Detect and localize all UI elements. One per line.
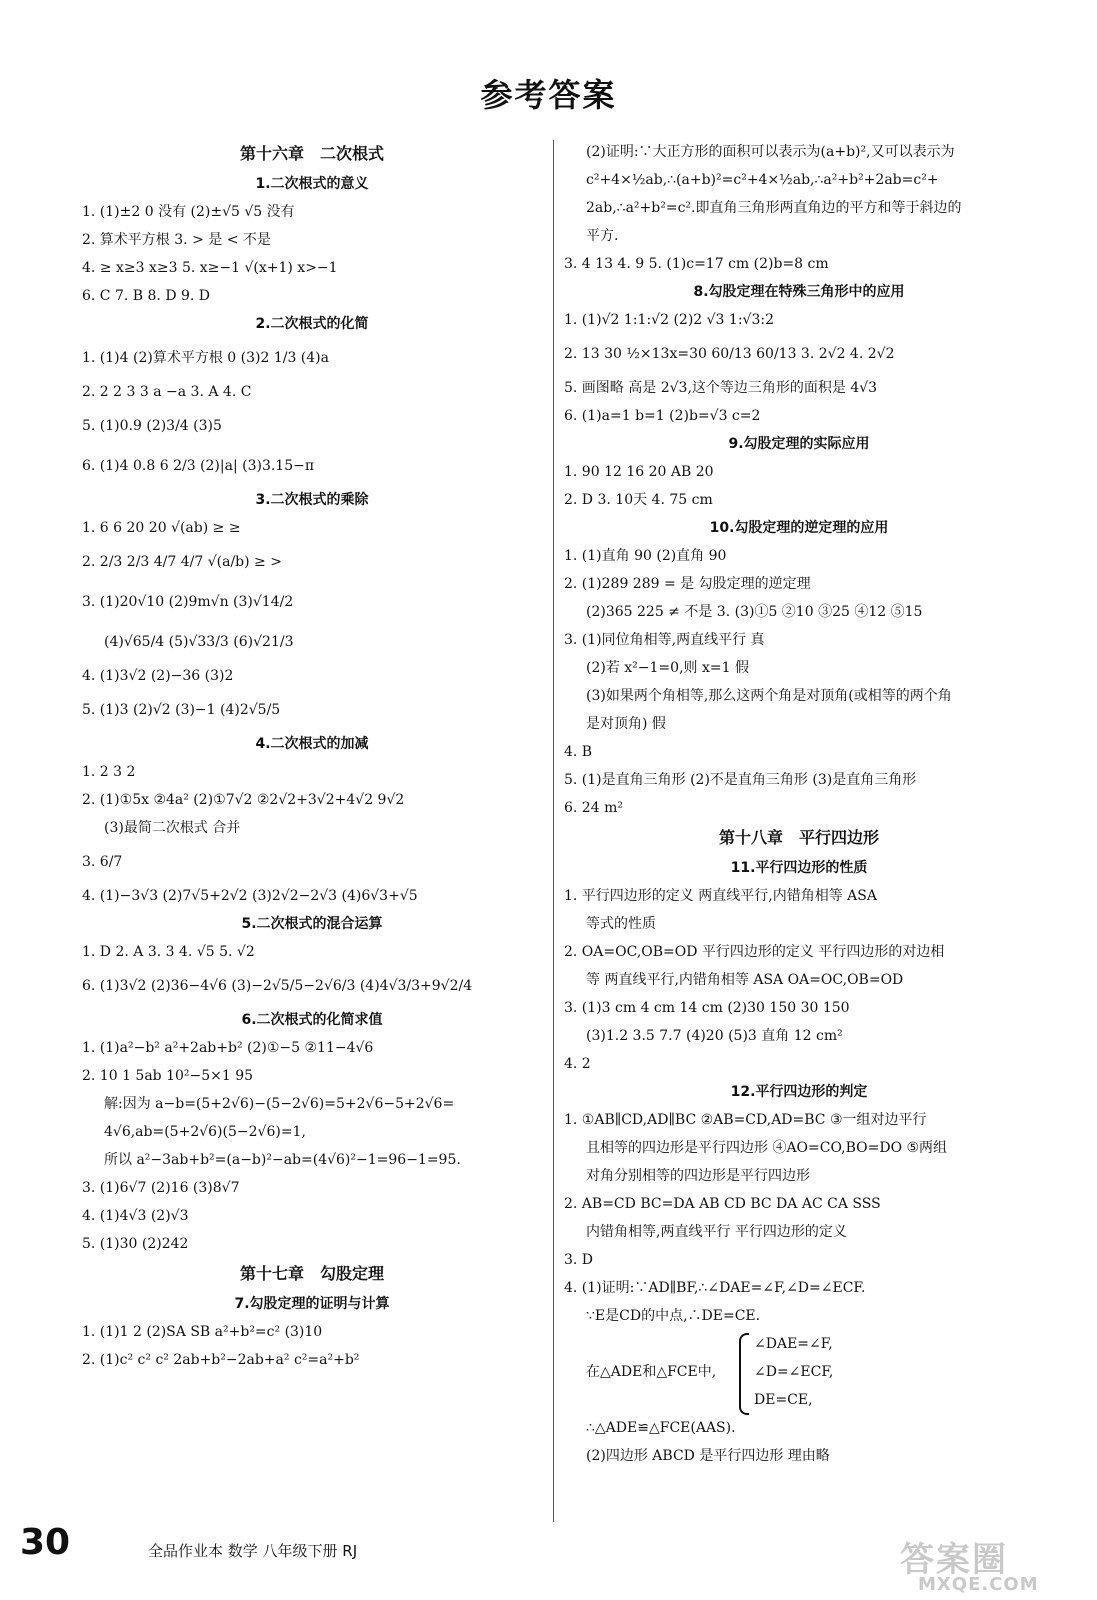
answer-line: 6. 24 m² xyxy=(564,800,623,816)
answer-line: 4. (1)4√3 (2)√3 xyxy=(82,1208,189,1224)
answer-line: 4. ≥ x≥3 x≥3 5. x≥−1 √(x+1) x>−1 xyxy=(82,260,338,276)
chapter-heading: 第十八章 平行四边形 xyxy=(718,828,879,847)
right-answer-column xyxy=(564,138,1034,1470)
answer-line: 5. (1)0.9 (2)3/4 (3)5 xyxy=(82,418,222,434)
answer-line: 6. C 7. B 8. D 9. D xyxy=(82,288,211,304)
answer-line: (2)四边形 ABCD 是平行四边形 理由略 xyxy=(586,1448,830,1464)
answer-line: 2. (1)289 289 = 是 勾股定理的逆定理 xyxy=(564,576,811,592)
answer-line: (2)证明:∵大正方形的面积可以表示为(a+b)²,又可以表示为 xyxy=(586,144,955,160)
answer-line: 对角分别相等的四边形是平行四边形 xyxy=(586,1168,810,1184)
answer-line: 1. (1)直角 90 (2)直角 90 xyxy=(564,548,727,564)
column-divider xyxy=(553,140,554,1522)
system-row: ∠DAE=∠F, xyxy=(754,1336,833,1352)
answer-line: (3)1.2 3.5 7.7 (4)20 (5)3 直角 12 cm² xyxy=(586,1028,843,1044)
answer-line: 4. (1)3√2 (2)−36 (3)2 xyxy=(82,668,234,684)
chapter-heading: 第十七章 勾股定理 xyxy=(239,1264,384,1283)
answer-line: 4. (1)−3√3 (2)7√5+2√2 (3)2√2−2√3 (4)6√3+√5 xyxy=(82,888,418,904)
answer-line: 2. 2 2 3 3 a −a 3. A 4. C xyxy=(82,384,252,400)
answer-line: 5. (1)是直角三角形 (2)不是直角三角形 (3)是直角三角形 xyxy=(564,772,917,788)
answer-line: (2)若 x²−1=0,则 x=1 假 xyxy=(586,660,749,676)
answer-line: 2ab,∴a²+b²=c².即直角三角形两直角边的平方和等于斜边的 xyxy=(586,200,962,216)
answer-line: 5. (1)3 (2)√2 (3)−1 (4)2√5/5 xyxy=(82,702,281,718)
answer-line: 是对顶角) 假 xyxy=(586,716,666,732)
chapter-heading: 第十六章 二次根式 xyxy=(239,144,384,163)
answer-line: 2. (1)c² c² c² 2ab+b²−2ab+a² c²=a²+b² xyxy=(82,1352,360,1368)
answer-line: 1. 2 3 2 xyxy=(82,764,136,780)
section-heading: 11.平行四边形的性质 xyxy=(730,860,868,876)
congruence-system xyxy=(564,1330,1034,1414)
answer-line: 等式的性质 xyxy=(586,916,656,932)
answer-line: (3)如果两个角相等,那么这两个角是对顶角(或相等的两个角 xyxy=(586,688,952,704)
answer-line: 3. D xyxy=(564,1252,594,1268)
answer-line: 3. (1)3 cm 4 cm 14 cm (2)30 150 30 150 xyxy=(564,1000,850,1016)
answer-line: 5. (1)30 (2)242 xyxy=(82,1236,189,1252)
system-row: ∠D=∠ECF, xyxy=(754,1364,834,1380)
page-number: 30 xyxy=(20,1522,71,1563)
answer-line: 2. 10 1 5ab 10²−5×1 95 xyxy=(82,1068,254,1084)
answer-line: 2. (1)①5x ②4a² (2)①7√2 ②2√2+3√2+4√2 9√2 xyxy=(82,792,405,808)
answer-line: 6. (1)4 0.8 6 2/3 (2)|a| (3)3.15−π xyxy=(82,458,315,474)
watermark-url: MXQE.COM xyxy=(918,1574,1039,1595)
answer-line: 1. (1)1 2 (2)SA SB a²+b²=c² (3)10 xyxy=(82,1324,323,1340)
answer-line: 2. 2/3 2/3 4/7 4/7 √(a/b) ≥ > xyxy=(82,554,282,570)
section-heading: 4.二次根式的加减 xyxy=(255,736,369,752)
section-heading: 10.勾股定理的逆定理的应用 xyxy=(709,520,889,536)
answer-line: 3. 4 13 4. 9 5. (1)c=17 cm (2)b=8 cm xyxy=(564,256,829,272)
answer-line: 3. (1)20√10 (2)9m√n (3)√14/2 xyxy=(82,594,294,610)
answer-line: 2. AB=CD BC=DA AB CD BC DA AC CA SSS xyxy=(564,1196,881,1212)
section-heading: 12.平行四边形的判定 xyxy=(730,1084,868,1100)
answer-line: 内错角相等,两直线平行 平行四边形的定义 xyxy=(586,1224,847,1240)
answer-line: ∴△ADE≌△FCE(AAS). xyxy=(586,1420,736,1436)
section-heading: 3.二次根式的乘除 xyxy=(255,492,369,508)
section-heading: 5.二次根式的混合运算 xyxy=(241,916,383,932)
answer-line: (4)√65/4 (5)√33/3 (6)√21/3 xyxy=(104,634,294,650)
answer-line: 3. (1)6√7 (2)16 (3)8√7 xyxy=(82,1180,240,1196)
answer-line: 5. 画图略 高是 2√3,这个等边三角形的面积是 4√3 xyxy=(564,380,878,396)
answer-line: 4. B xyxy=(564,744,593,760)
answer-line: 6. (1)a=1 b=1 (2)b=√3 c=2 xyxy=(564,408,761,424)
answer-line: 4√6,ab=(5+2√6)(5−2√6)=1, xyxy=(104,1124,306,1140)
answer-line: 1. (1)±2 0 没有 (2)±√5 √5 没有 xyxy=(82,204,295,220)
answer-line: 2. D 3. 10天 4. 75 cm xyxy=(564,492,713,508)
answer-line: 1. 6 6 20 20 √(ab) ≥ ≥ xyxy=(82,520,241,536)
answer-line: 2. 算术平方根 3. > 是 < 不是 xyxy=(82,232,271,248)
answer-line: 2. 13 30 ½×13x=30 60/13 60/13 3. 2√2 4. 2√2 xyxy=(564,346,895,362)
answer-line: 且相等的四边形是平行四边形 ④AO=CO,BO=DO ⑤两组 xyxy=(586,1140,948,1156)
answer-line: 1. D 2. A 3. 3 4. √5 5. √2 xyxy=(82,944,255,960)
book-info: 全品作业本 数学 八年级下册 RJ xyxy=(148,1542,358,1560)
answer-line: (3)最简二次根式 合并 xyxy=(104,820,241,836)
answer-line: 2. OA=OC,OB=OD 平行四边形的定义 平行四边形的对边相 xyxy=(564,944,945,960)
section-heading: 2.二次根式的化简 xyxy=(255,316,369,332)
section-heading: 1.二次根式的意义 xyxy=(255,176,369,192)
page-footer xyxy=(0,1520,1097,1600)
section-heading: 7.勾股定理的证明与计算 xyxy=(234,1296,390,1312)
answer-line: 等 两直线平行,内错角相等 ASA OA=OC,OB=OD xyxy=(586,972,904,988)
system-row: DE=CE, xyxy=(754,1392,813,1408)
system-prefix: 在△ADE和△FCE中, xyxy=(586,1364,717,1380)
answer-line: ∵E是CD的中点,∴DE=CE. xyxy=(586,1308,761,1324)
answer-line: 解:因为 a−b=(5+2√6)−(5−2√6)=5+2√6−5+2√6= xyxy=(104,1096,455,1112)
section-heading: 6.二次根式的化简求值 xyxy=(241,1012,383,1028)
section-heading: 8.勾股定理在特殊三角形中的应用 xyxy=(693,284,905,300)
section-heading: 9.勾股定理的实际应用 xyxy=(728,436,870,452)
answer-line: 所以 a²−3ab+b²=(a−b)²−ab=(4√6)²−1=96−1=95. xyxy=(104,1152,461,1168)
answer-line: 1. (1)4 (2)算术平方根 0 (3)2 1/3 (4)a xyxy=(82,350,329,366)
answer-line: 6. (1)3√2 (2)36−4√6 (3)−2√5/5−2√6/3 (4)4√3/3+9√2/4 xyxy=(82,978,473,994)
answer-line: 1. (1)a²−b² a²+2ab+b² (2)①−5 ②11−4√6 xyxy=(82,1040,374,1056)
answer-line: (2)365 225 ≠ 不是 3. (3)①5 ②10 ③25 ④12 ⑤15 xyxy=(586,604,923,620)
answer-line: 4. (1)证明:∵AD∥BF,∴∠DAE=∠F,∠D=∠ECF. xyxy=(564,1280,866,1296)
answer-line: 3. (1)同位角相等,两直线平行 真 xyxy=(564,632,765,648)
answer-line: 1. 平行四边形的定义 两直线平行,内错角相等 ASA xyxy=(564,888,877,904)
answer-line: 1. ①AB∥CD,AD∥BC ②AB=CD,AD=BC ③一组对边平行 xyxy=(564,1112,927,1128)
left-answer-column xyxy=(82,138,542,1374)
page-title: 参考答案 xyxy=(480,76,617,114)
answer-line: 1. (1)√2 1:1:√2 (2)2 √3 1:√3:2 xyxy=(564,312,774,328)
answer-line: 4. 2 xyxy=(564,1056,591,1072)
answer-line: 平方. xyxy=(586,228,619,244)
answer-line: c²+4×½ab,∴(a+b)²=c²+4×½ab,∴a²+b²+2ab=c²+ xyxy=(586,172,939,188)
answer-line: 1. 90 12 16 20 AB 20 xyxy=(564,464,714,480)
answer-line: 3. 6/7 xyxy=(82,854,123,870)
system-brace xyxy=(739,1333,749,1415)
watermark-logo: 答案圈 xyxy=(900,1540,1008,1580)
